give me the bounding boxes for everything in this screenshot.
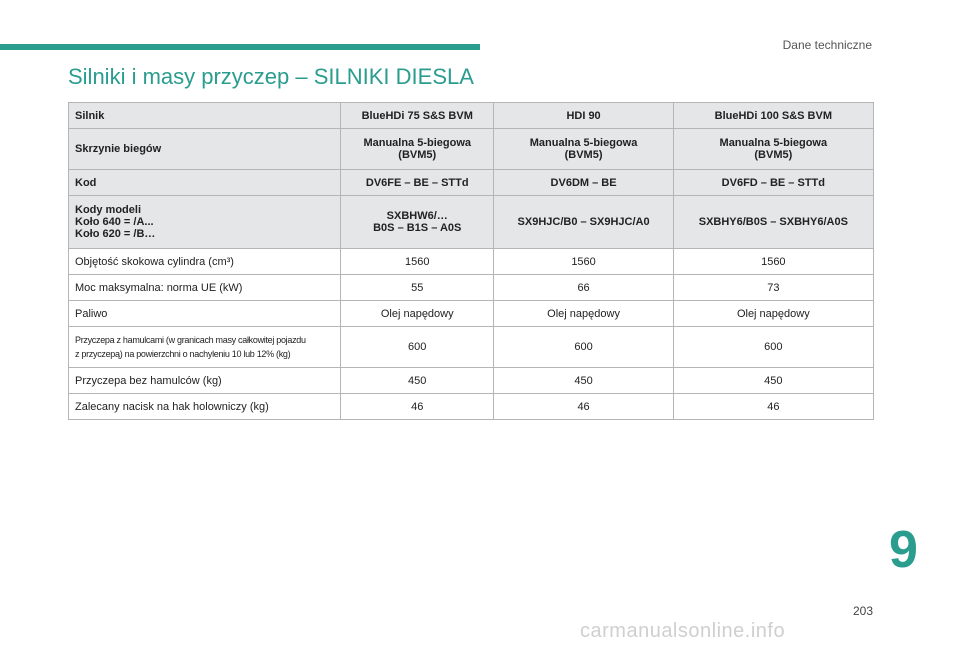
table-cell: Olej napędowy: [673, 301, 873, 327]
table-cell: Zalecany nacisk na hak holowniczy (kg): [69, 394, 341, 420]
engine-specs-table: [68, 102, 874, 420]
table-cell: 450: [341, 368, 494, 394]
table-row-code: [69, 170, 874, 196]
watermark: carmanualsonline.info: [580, 620, 786, 642]
table-cell: 46: [494, 394, 673, 420]
page-number: 203: [853, 604, 874, 618]
table-cell: Silnik: [69, 103, 341, 129]
table-cell: 73: [673, 275, 873, 301]
table-cell: DV6DM – BE: [494, 170, 673, 196]
table-cell: Przyczepa bez hamulców (kg): [69, 368, 341, 394]
table-cell: Moc maksymalna: norma UE (kW): [69, 275, 341, 301]
table-cell: Kody modeli Koło 640 = /A... Koło 620 = /B…: [69, 196, 341, 249]
table-row-model-codes: [69, 196, 874, 249]
table-cell: DV6FE – BE – STTd: [341, 170, 494, 196]
table-cell: Skrzynie biegów: [69, 129, 341, 170]
table-row-engine: [69, 103, 874, 129]
page-title: Silniki i masy przyczep – SILNIKI DIESLA: [68, 64, 474, 89]
table-cell: Kod: [69, 170, 341, 196]
table-cell: SXBHY6/B0S – SXBHY6/A0S: [673, 196, 873, 249]
table-cell: Przyczepa z hamulcami (w granicach masy całkowitej pojazdu z przyczepą) na powierzchni o nachyleniu 10 lub 12% (kg): [69, 327, 341, 368]
table-cell: BlueHDi 100 S&S BVM: [673, 103, 873, 129]
table-cell: 450: [673, 368, 873, 394]
table-cell: 600: [673, 327, 873, 368]
table-cell: 1560: [341, 249, 494, 275]
table-cell: Paliwo: [69, 301, 341, 327]
table-row: [69, 368, 874, 394]
table-cell: Manualna 5-biegowa (BVM5): [341, 129, 494, 170]
table-cell: SXBHW6/… B0S – B1S – A0S: [341, 196, 494, 249]
table-cell: BlueHDi 75 S&S BVM: [341, 103, 494, 129]
table-row: [69, 301, 874, 327]
table-cell: 1560: [494, 249, 673, 275]
table-row: [69, 275, 874, 301]
table-cell: 55: [341, 275, 494, 301]
table-cell: HDI 90: [494, 103, 673, 129]
table-cell: Objętość skokowa cylindra (cm³): [69, 249, 341, 275]
table-cell: 66: [494, 275, 673, 301]
table-cell: Manualna 5-biegowa (BVM5): [673, 129, 873, 170]
table-cell: 46: [341, 394, 494, 420]
table-row: [69, 327, 874, 368]
table-cell: 450: [494, 368, 673, 394]
table-cell: Olej napędowy: [341, 301, 494, 327]
table-cell: 600: [341, 327, 494, 368]
table-cell: 46: [673, 394, 873, 420]
table-cell: DV6FD – BE – STTd: [673, 170, 873, 196]
table-cell: 600: [494, 327, 673, 368]
table-cell: Olej napędowy: [494, 301, 673, 327]
chapter-number: 9: [889, 521, 918, 579]
table-row: [69, 394, 874, 420]
header-accent-bar: [0, 44, 480, 50]
table-cell: SX9HJC/B0 – SX9HJC/A0: [494, 196, 673, 249]
table-row-gearbox: [69, 129, 874, 170]
section-name: Dane techniczne: [782, 38, 872, 52]
table-cell: 1560: [673, 249, 873, 275]
table-cell: Manualna 5-biegowa (BVM5): [494, 129, 673, 170]
table-row: [69, 249, 874, 275]
